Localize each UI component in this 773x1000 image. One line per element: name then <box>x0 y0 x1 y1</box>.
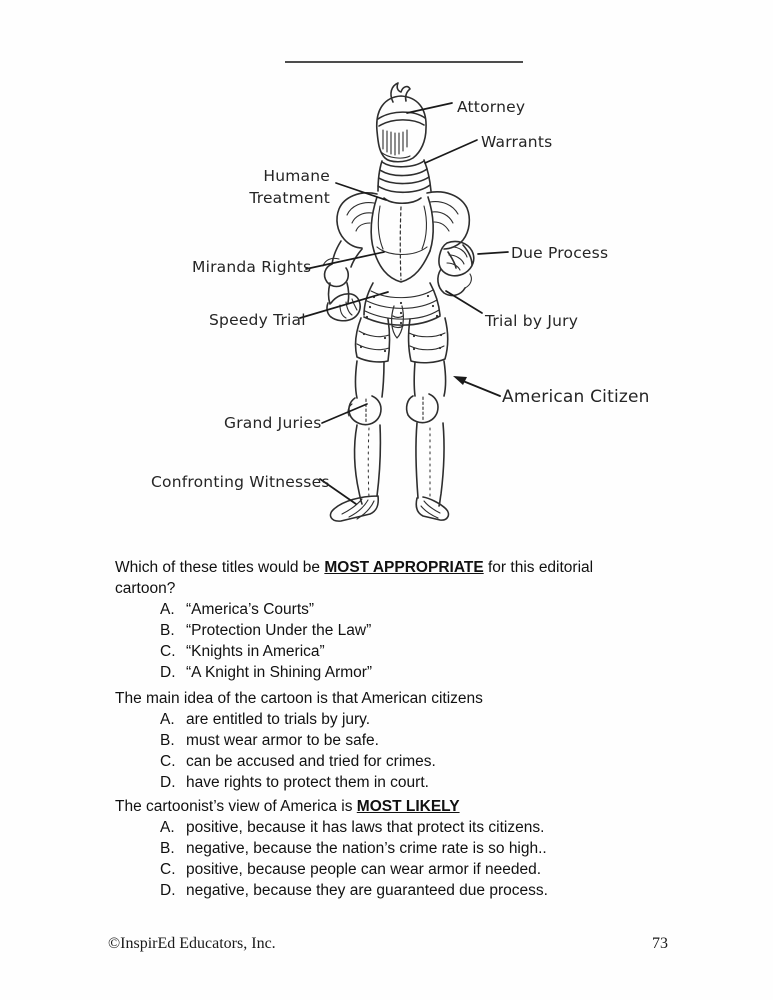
option-text: negative, because they are guaranteed due process. <box>186 882 548 899</box>
label-attorney: Attorney <box>457 98 526 116</box>
label-confronting-witnesses: Confronting Witnesses <box>151 473 330 491</box>
knight-gorget <box>378 160 431 192</box>
option-letter: B. <box>160 622 175 639</box>
option-letter: B. <box>160 840 175 857</box>
knight-right-sabaton <box>416 497 448 520</box>
option-row <box>160 880 660 901</box>
question-3-stem: The cartoonist’s view of America is MOST LIKELY <box>115 798 460 815</box>
option-row <box>160 662 660 683</box>
option-row <box>160 641 660 662</box>
question-1-stem: Which of these titles would be MOST APPROPRIATE for this editorial cartoon? <box>115 559 594 597</box>
option-letter: A. <box>160 711 175 728</box>
knight-right-leg <box>407 361 446 506</box>
option-row <box>160 817 660 838</box>
option-text: positive, because people can wear armor if needed. <box>186 861 541 878</box>
label-trial-by-jury: Trial by Jury <box>485 312 579 330</box>
option-text: can be accused and tried for crimes. <box>186 753 436 770</box>
option-row <box>160 709 660 730</box>
option-text: “Knights in America” <box>186 643 325 660</box>
option-row <box>160 730 660 751</box>
label-grand-juries: Grand Juries <box>224 414 322 432</box>
label-warrants: Warrants <box>481 133 553 151</box>
question-1 <box>115 557 660 683</box>
question-2-stem: The main idea of the cartoon is that American citizens <box>115 690 483 707</box>
option-text: are entitled to trials by jury. <box>186 711 371 728</box>
question-1-options <box>115 599 660 683</box>
question-2 <box>115 688 660 793</box>
knight-visor-slits <box>383 130 407 155</box>
question-3 <box>115 796 660 901</box>
due-process-line <box>478 252 508 254</box>
option-letter: A. <box>160 819 175 836</box>
option-text: negative, because the nation’s crime rate is so high.. <box>186 840 547 857</box>
option-row <box>160 599 660 620</box>
option-text: have rights to protect them in court. <box>186 774 429 791</box>
question-1-emphasis: MOST APPROPRIATE <box>324 559 484 576</box>
knight-fauld <box>364 283 440 325</box>
option-text: must wear armor to be safe. <box>186 732 379 749</box>
label-american-citizen: American Citizen <box>502 387 650 407</box>
question-3-emphasis: MOST LIKELY <box>356 798 460 815</box>
grand-juries-line <box>322 404 367 423</box>
option-row <box>160 751 660 772</box>
warrants-line <box>425 140 477 163</box>
miranda-rights-line <box>306 252 384 269</box>
label-humane-treatment: Humane Treatment <box>249 167 330 207</box>
label-speedy-trial: Speedy Trial <box>209 311 306 329</box>
option-letter: C. <box>160 861 176 878</box>
knight-right-arm <box>438 241 474 295</box>
question-2-options <box>115 709 660 793</box>
option-text: “A Knight in Shining Armor” <box>186 664 373 681</box>
knight-left-sabaton <box>330 496 378 521</box>
option-letter: B. <box>160 732 175 749</box>
label-due-process: Due Process <box>511 244 609 262</box>
option-text: “Protection Under the Law” <box>186 622 372 639</box>
question-3-options <box>115 817 660 901</box>
knight-mail-codpiece <box>392 306 404 338</box>
option-letter: C. <box>160 753 176 770</box>
american-citizen-arrow <box>453 376 500 396</box>
option-text: positive, because it has laws that protect its citizens. <box>186 819 545 836</box>
option-text: “America’s Courts” <box>186 601 315 618</box>
option-row <box>160 838 660 859</box>
option-letter: D. <box>160 664 176 681</box>
option-row <box>160 859 660 880</box>
knight-helmet <box>377 96 426 162</box>
trial-by-jury-line <box>446 291 482 313</box>
knight-helmet-plume <box>391 83 410 102</box>
option-letter: D. <box>160 882 176 899</box>
option-letter: A. <box>160 601 175 618</box>
option-letter: D. <box>160 774 176 791</box>
attorney-line <box>407 103 452 113</box>
knight-pauldrons <box>337 192 469 249</box>
label-miranda-rights: Miranda Rights <box>192 258 312 276</box>
speedy-trial-line <box>300 292 388 318</box>
knight-fauld-rivets <box>366 295 438 324</box>
knight-left-leg <box>348 361 384 504</box>
knight-breastplate <box>371 197 433 282</box>
option-row <box>160 772 660 793</box>
option-letter: C. <box>160 643 176 660</box>
footer-copyright: ©InspirEd Educators, Inc. <box>108 935 276 952</box>
footer-page-number: 73 <box>652 935 668 952</box>
option-row <box>160 620 660 641</box>
